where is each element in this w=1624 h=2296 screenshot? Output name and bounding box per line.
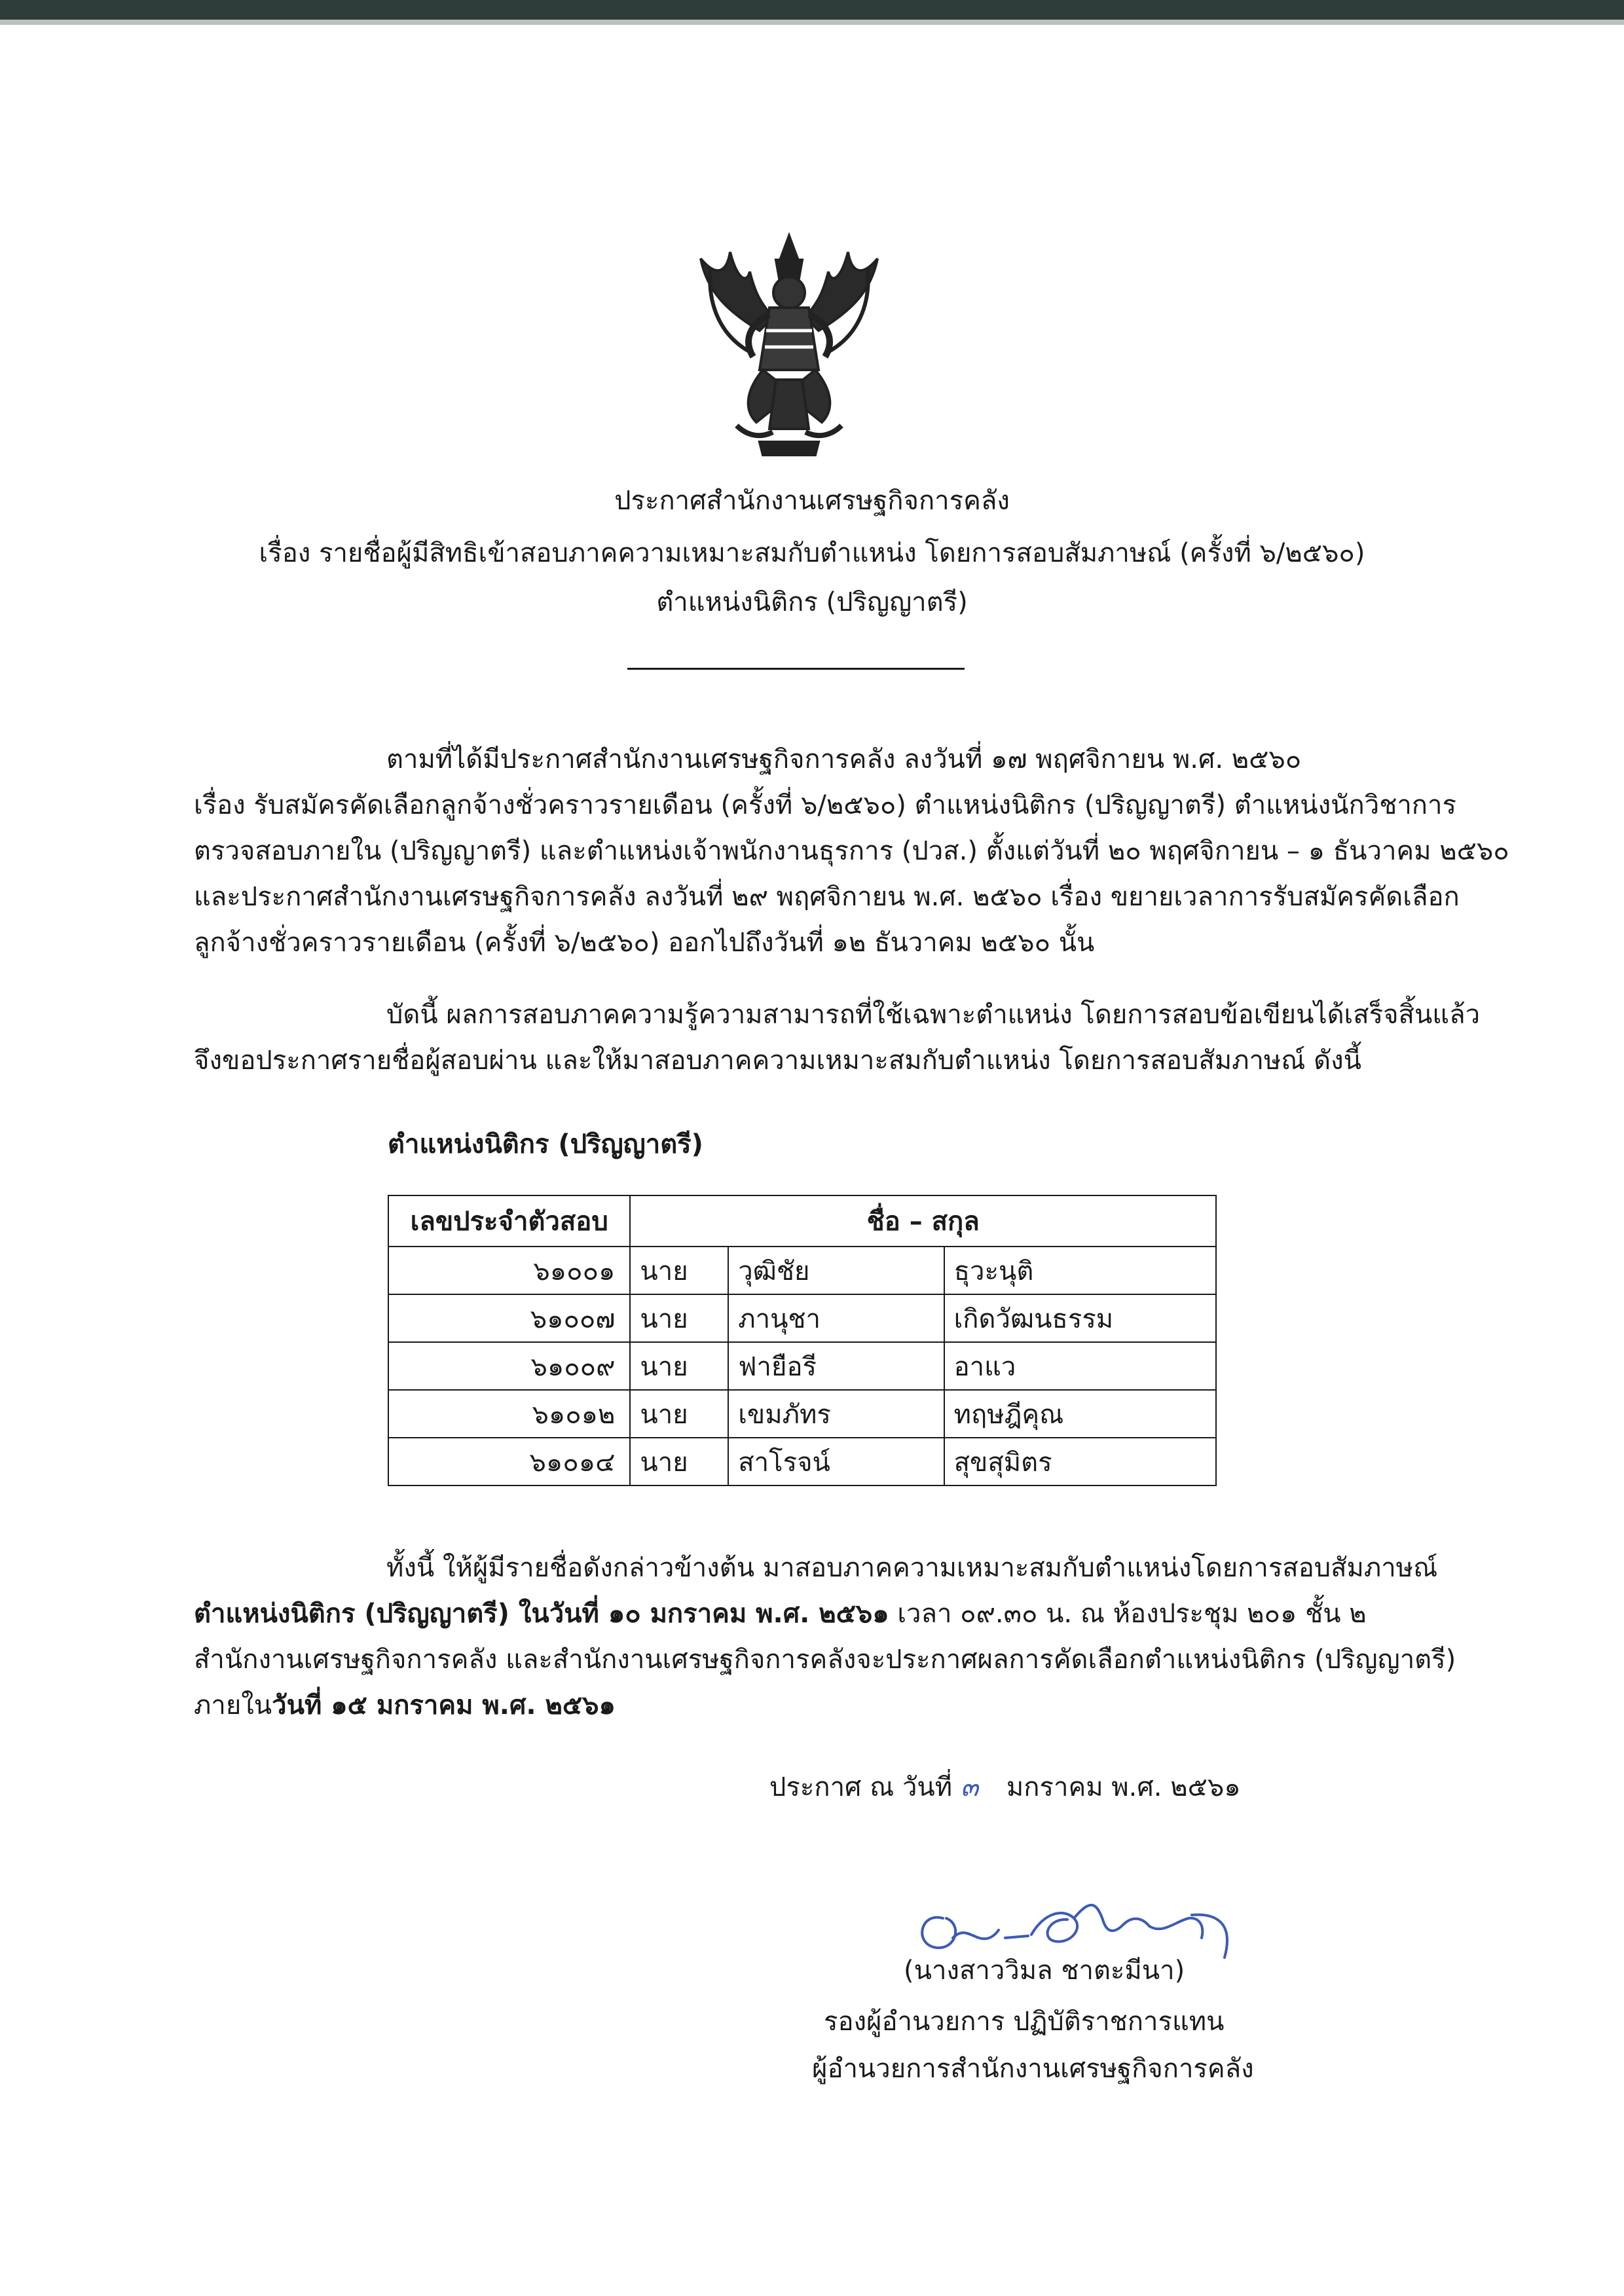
table-row	[388, 1342, 1216, 1390]
signer-title-1: รองผู้อำนวยการ ปฏิบัติราชการแทน	[824, 2007, 1225, 2037]
result-date-bold: วันที่ ๑๕ มกราคม พ.ศ. ๒๕๖๑	[272, 1690, 616, 1721]
announcement-position: ตำแหน่งนิติกร (ปริญญาตรี)	[656, 587, 968, 617]
exam-id-cell: ๖๑๐๐๑	[388, 1247, 630, 1294]
closing-line-1: ทั้งนี้ ให้ผู้มีรายชื่อดังกล่าวข้างต้น มาสอบภาคความเหมาะสมกับตำแหน่งโดยการสอบสัมภาษณ์	[386, 1553, 1438, 1583]
exam-id-cell: ๖๑๐๐๙	[388, 1342, 630, 1390]
name-title-cell: นาย	[630, 1390, 728, 1438]
announce-prefix: ประกาศ ณ วันที่	[769, 1772, 953, 1802]
para1-line-4: และประกาศสำนักงานเศรษฐกิจการคลัง ลงวันที่ ๒๙ พฤศจิกายน พ.ศ. ๒๕๖๐ เรื่อง ขยายเวลาการรับสมัครคัดเลือก	[194, 882, 1460, 912]
closing-line-4-prefix: ภายใน	[194, 1690, 272, 1721]
table-row	[388, 1247, 1216, 1294]
table-row	[388, 1390, 1216, 1438]
closing-line-4	[194, 1686, 616, 1725]
name-title-cell: นาย	[630, 1438, 728, 1485]
first-name-cell: สาโรจน์	[728, 1438, 944, 1485]
closing-line-2	[194, 1594, 1367, 1633]
para2-line-1: บัดนี้ ผลการสอบภาคความรู้ความสามารถที่ใช้เฉพาะตำแหน่ง โดยการสอบข้อเขียนได้เสร็จสิ้นแล้ว	[386, 1000, 1481, 1030]
closing-line-3: สำนักงานเศรษฐกิจการคลัง และสำนักงานเศรษฐกิจการคลังจะประกาศผลการคัดเลือกตำแหน่งนิติกร (ปริญญาตรี)	[194, 1645, 1456, 1675]
scan-top-border	[0, 0, 1624, 20]
closing-date-bold: ตำแหน่งนิติกร (ปริญญาตรี) ในวันที่ ๑๐ มกราคม พ.ศ. ๒๕๖๑	[194, 1599, 889, 1629]
header-exam-id: เลขประจำตัวสอบ	[388, 1195, 630, 1247]
header-divider	[627, 668, 965, 670]
table-header-row	[388, 1195, 1216, 1247]
announcement-subject: เรื่อง รายชื่อผู้มีสิทธิเข้าสอบภาคความเหมาะสมกับตำแหน่ง โดยการสอบสัมภาษณ์ (ครั้งที่ ๖/๒๕๖๐)	[259, 538, 1365, 568]
table-row	[388, 1438, 1216, 1485]
last-name-cell: สุขสุมิตร	[944, 1438, 1216, 1485]
name-title-cell: นาย	[630, 1342, 728, 1390]
last-name-cell: อาแว	[944, 1342, 1216, 1390]
table-row	[388, 1294, 1216, 1342]
name-title-cell: นาย	[630, 1294, 728, 1342]
exam-id-cell: ๖๑๐๑๔	[388, 1438, 630, 1485]
first-name-cell: วุฒิชัย	[728, 1247, 944, 1294]
exam-id-cell: ๖๑๐๑๒	[388, 1390, 630, 1438]
exam-id-cell: ๖๑๐๐๗	[388, 1294, 630, 1342]
header-full-name: ชื่อ – สกุล	[630, 1195, 1216, 1247]
para1-line-2: เรื่อง รับสมัครคัดเลือกลูกจ้างชั่วคราวรายเดือน (ครั้งที่ ๖/๒๕๖๐) ตำแหน่งนิติกร (ปริญญาตรี) ตำแหน่งนักวิชาการ	[194, 790, 1456, 820]
para2-line-2: จึงขอประกาศรายชื่อผู้สอบผ่าน และให้มาสอบภาคความเหมาะสมกับตำแหน่ง โดยการสอบสัมภาษณ์ ดังนี้	[194, 1046, 1361, 1076]
para1-line-1: ตามที่ได้มีประกาศสำนักงานเศรษฐกิจการคลัง ลงวันที่ ๑๗ พฤศจิกายน พ.ศ. ๒๕๖๐	[386, 744, 1302, 774]
signer-name: (นางสาววิมล ชาตะมีนา)	[904, 1956, 1185, 1986]
closing-time-place: เวลา ๐๙.๓๐ น. ณ ห้องประชุม ๒๐๑ ชั้น ๒	[889, 1599, 1367, 1629]
first-name-cell: เขมภัทร	[728, 1390, 944, 1438]
announce-suffix: มกราคม พ.ศ. ๒๕๖๑	[1006, 1772, 1241, 1802]
para1-line-5: ลูกจ้างชั่วคราวรายเดือน (ครั้งที่ ๖/๒๕๖๐) ออกไปถึงวันที่ ๑๒ ธันวาคม ๒๕๖๐ นั้น	[194, 928, 1095, 958]
first-name-cell: ภานุชา	[728, 1294, 944, 1342]
announce-date	[769, 1768, 1241, 1807]
announcement-title: ประกาศสำนักงานเศรษฐกิจการคลัง	[614, 486, 1010, 516]
scan-top-border-fade	[0, 20, 1624, 25]
announce-day: ๓	[960, 1772, 979, 1802]
signer-title-2: ผู้อำนวยการสำนักงานเศรษฐกิจการคลัง	[812, 2054, 1254, 2084]
first-name-cell: ฟายือรี	[728, 1342, 944, 1390]
garuda-emblem-icon	[681, 232, 897, 458]
last-name-cell: เกิดวัฒนธรรม	[944, 1294, 1216, 1342]
last-name-cell: ทฤษฎีคุณ	[944, 1390, 1216, 1438]
name-title-cell: นาย	[630, 1247, 728, 1294]
candidate-table	[388, 1195, 1217, 1486]
para1-line-3: ตรวจสอบภายใน (ปริญญาตรี) และตำแหน่งเจ้าพนักงานธุรการ (ปวส.) ตั้งแต่วันที่ ๒๐ พฤศจิกายน – ๑ ธันวาคม ๒๕๖๐	[194, 836, 1509, 866]
last-name-cell: ธุวะนุติ	[944, 1247, 1216, 1294]
section-title: ตำแหน่งนิติกร (ปริญญาตรี)	[388, 1129, 703, 1159]
